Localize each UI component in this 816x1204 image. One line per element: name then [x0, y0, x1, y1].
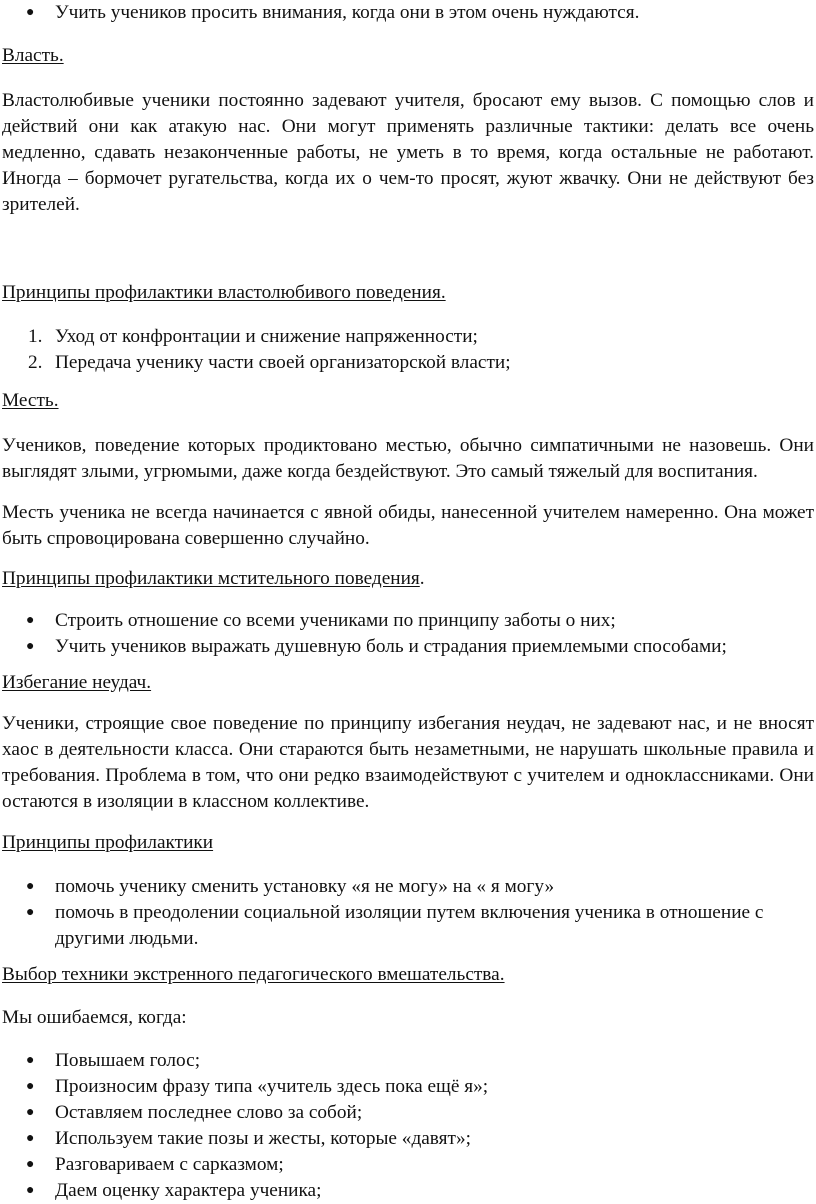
list-item: 2. Передача ученику части своей организаторской власти;: [28, 352, 511, 373]
bullet-icon: ●: [26, 879, 35, 894]
list-item: 1. Уход от конфронтации и снижение напряженности;: [28, 326, 478, 347]
bullet-icon: ●: [26, 1157, 35, 1172]
bullet-icon: ●: [26, 1053, 35, 1068]
section-heading-power: Власть.: [2, 45, 64, 66]
section-heading-avoidance: Избегание неудач.: [2, 672, 152, 693]
list-item: ● помочь ученику сменить установку «я не могу» на « я могу»: [2, 874, 814, 900]
bullet-list-revenge: [2, 608, 814, 660]
paragraph-revenge-2: Месть ученика не всегда начинается с явной обиды, нанесенной учителем намеренно. Она может быть спровоцирована совершенно случайно.: [2, 502, 814, 549]
list-item: ● Учить учеников просить внимания, когда они в этом очень нуждаются.: [2, 0, 814, 26]
list-item: ● Даем оценку характера ученика;: [2, 1178, 814, 1204]
section-heading-revenge: Месть.: [2, 390, 59, 411]
bullet-icon: ●: [26, 1183, 35, 1198]
section-heading-power-principles: Принципы профилактики властолюбивого поведения.: [2, 282, 446, 303]
list-item: ● Оставляем последнее слово за собой;: [2, 1100, 814, 1126]
list-item: ● Произносим фразу типа «учитель здесь пока ещё я»;: [2, 1074, 814, 1100]
bullet-icon: ●: [26, 613, 35, 628]
bullet-icon: ●: [26, 1079, 35, 1094]
section-heading-prevention: Принципы профилактики: [2, 832, 214, 853]
bullet-icon: ●: [26, 639, 35, 654]
list-item: ● Строить отношение со всеми учениками по принципу заботы о них;: [2, 608, 814, 634]
paragraph-revenge-1: Учеников, поведение которых продиктовано местью, обычно симпатичными не назовешь. Они выглядят злыми, угрюмыми, даже когда бездействуют. Это самый тяжелый для воспитания.: [2, 435, 814, 482]
bullet-icon: ●: [26, 1105, 35, 1120]
bullet-list-technique: [2, 1048, 814, 1204]
bullet-icon: ●: [26, 1131, 35, 1146]
paragraph-avoidance: Ученики, строящие свое поведение по принципу избегания неудач, не задевают нас, и не вносят хаос в деятельности класса. Они стараются быть незаметными, не нарушать школьные правила и требования. Проблема в том, что они редко взаимодействуют с учителем и одноклассниками. Они остаются в изоляции в классном коллективе.: [2, 713, 814, 812]
section-heading-revenge-principles: Принципы профилактики мстительного поведения.: [2, 568, 425, 589]
section-heading-technique: Выбор техники экстренного педагогического вмешательства.: [2, 964, 505, 985]
bullet-list-prevention: [2, 874, 814, 952]
paragraph-power: Властолюбивые ученики постоянно задевают учителя, бросают ему вызов. С помощью слов и действий они как атакую нас. Они могут применять различные тактики: делать все очень медленно, сдавать незаконченные работы, не уметь в то время, когда остальные не работают. Иногда – бормочет ругательства, когда их о чем-то просят, жуют жвачку. Они не действуют без зрителей.: [2, 90, 814, 215]
list-item: ● Повышаем голос;: [2, 1048, 814, 1074]
numbered-list-power: [2, 324, 814, 376]
list-item: ● помочь в преодолении социальной изоляции путем включения ученика в отношение с другими людьми.: [26, 902, 764, 949]
bullet-icon: ●: [26, 905, 35, 920]
technique-intro: Мы ошибаемся, когда:: [2, 1007, 187, 1028]
list-item: ● Учить учеников выражать душевную боль и страдания приемлемыми способами;: [2, 634, 814, 660]
top-bullet-list: [2, 0, 814, 26]
list-item: ● Разговариваем с сарказмом;: [2, 1152, 814, 1178]
list-item: ● Используем такие позы и жесты, которые «давят»;: [2, 1126, 814, 1152]
bullet-icon: ●: [26, 5, 35, 20]
